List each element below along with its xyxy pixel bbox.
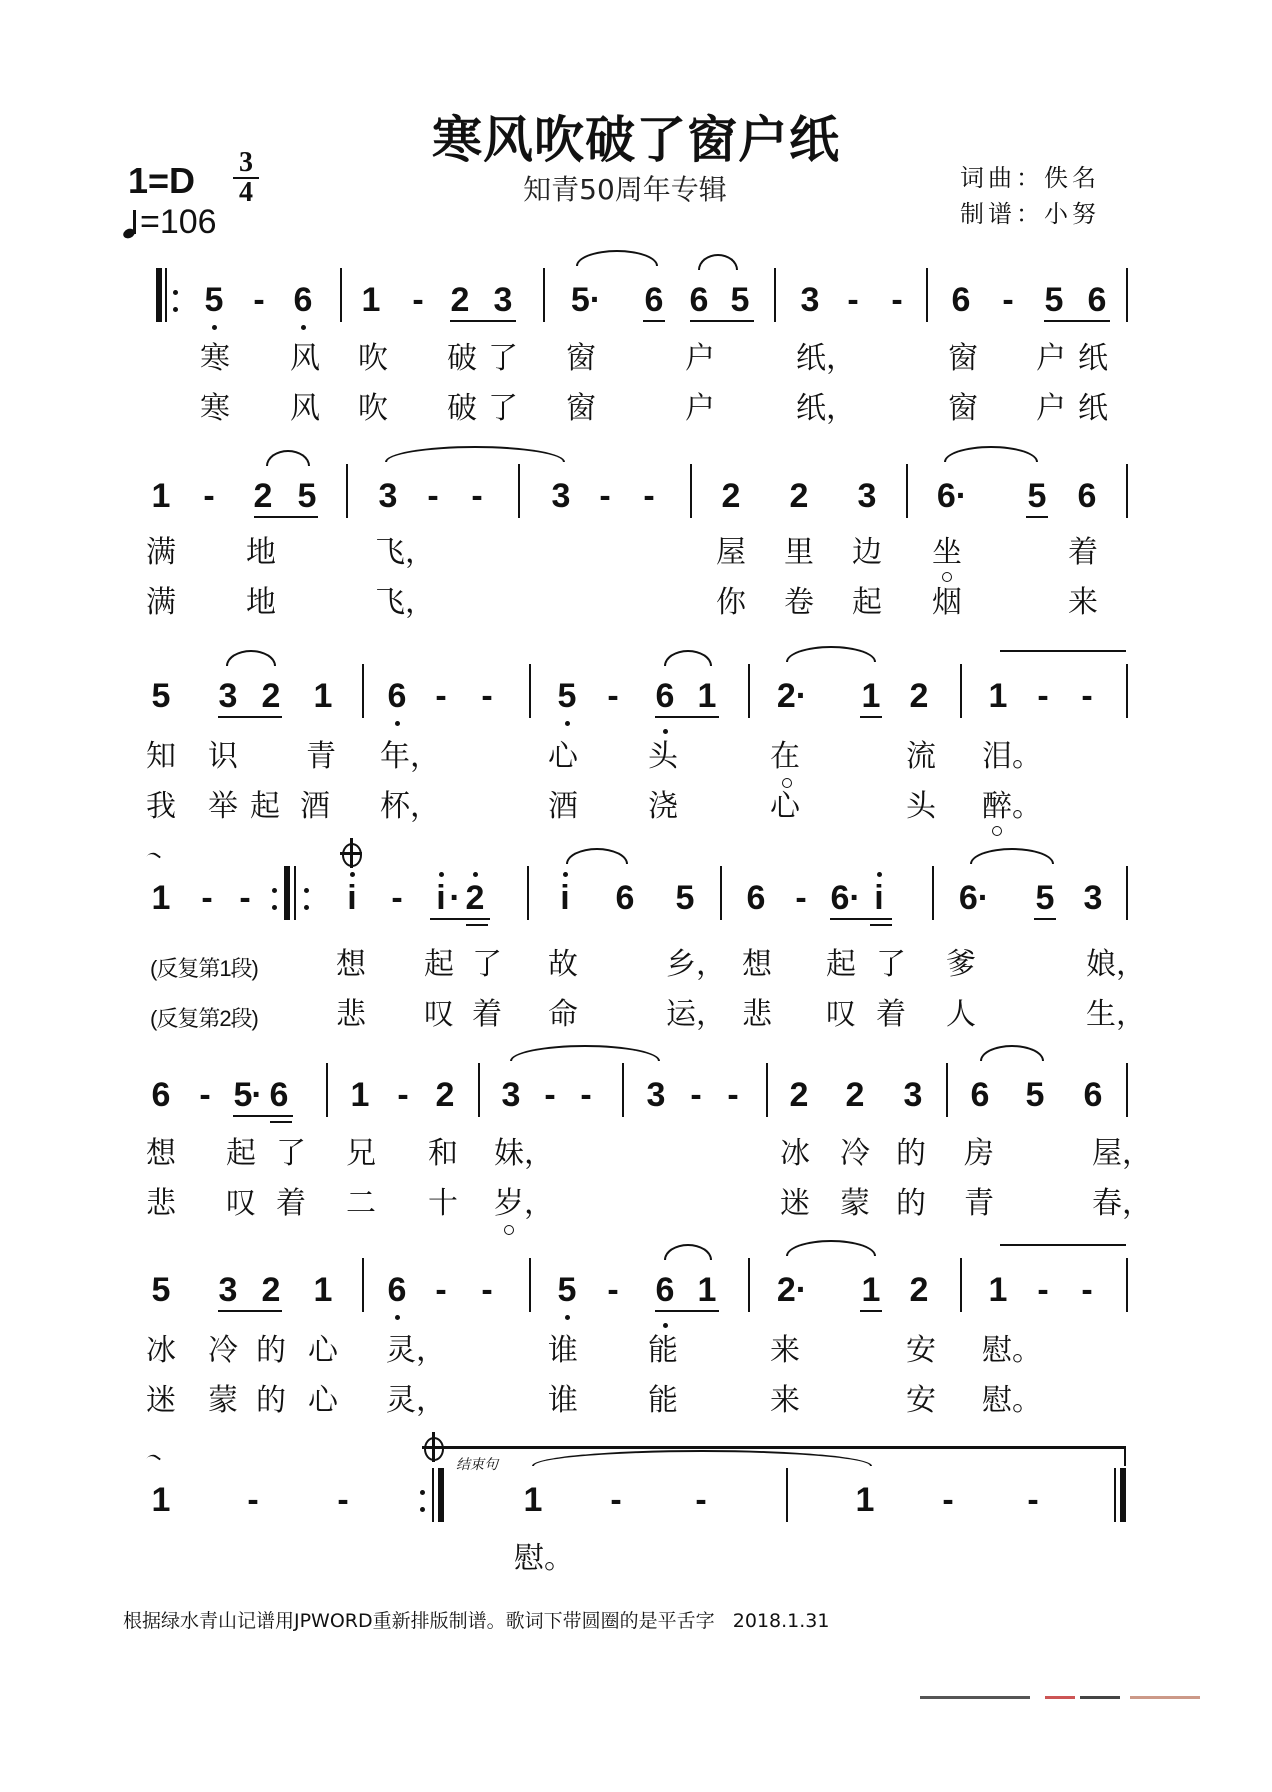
note: 5 (730, 281, 750, 319)
note: 3 (501, 1076, 521, 1114)
barline (748, 664, 750, 718)
note: 1 (313, 1271, 333, 1309)
tie (510, 1045, 660, 1061)
time-denominator: 4 (239, 177, 253, 208)
note: 3 (218, 677, 238, 715)
lyrics-ending: 慰。 (514, 1541, 574, 1576)
repeat-end-dots (420, 1490, 425, 1524)
dash: - (599, 477, 611, 515)
dash: - (337, 1481, 349, 1519)
ending-label: 结束句 (456, 1456, 498, 1472)
dash: - (610, 1481, 622, 1519)
note: 5 (557, 677, 577, 715)
note: 2· (776, 1271, 808, 1309)
dash: - (891, 281, 903, 319)
note: 2 (261, 1271, 281, 1309)
repeat-start-barline (156, 268, 162, 322)
barline (766, 1063, 768, 1117)
note: 3 (646, 1076, 666, 1114)
repeat-double-barline (284, 866, 290, 920)
credits (960, 160, 1100, 232)
barline (906, 464, 908, 518)
flat-tongue-marker (782, 778, 792, 788)
note: 2 (721, 477, 741, 515)
time-numerator: 3 (239, 147, 253, 178)
barline (946, 1063, 948, 1117)
note: 6 (655, 677, 675, 715)
high-octave-dot (350, 872, 355, 877)
quarter-note-icon (125, 210, 136, 236)
dash: - (1002, 281, 1014, 319)
slur (664, 1244, 712, 1260)
tempo-value: 106 (159, 203, 217, 241)
note: 2 (789, 1076, 809, 1114)
barline (346, 464, 348, 518)
note: 3 (1083, 879, 1103, 917)
barline (1126, 1063, 1128, 1117)
low-octave-dot (212, 325, 217, 330)
note: 6 (1087, 281, 1107, 319)
note: 3 (551, 477, 571, 515)
song-subtitle: 知青50周年专辑 (523, 173, 727, 206)
lyrics-verse-1: 知 识 青 年， 心 头 在 流 泪。 (146, 739, 1042, 774)
dash: - (481, 677, 493, 715)
tie-from-previous (143, 1452, 161, 1470)
note: 1 (151, 879, 171, 917)
tempo-equals: = (140, 203, 160, 241)
barline (690, 464, 692, 518)
dash: - (643, 477, 655, 515)
note: 2 (789, 477, 809, 515)
barline (362, 1258, 364, 1312)
barline (1126, 1258, 1128, 1312)
lyrics-verse-1: 寒 风 吹 破 了 窗 户 纸， 窗 户 纸 (200, 341, 1108, 376)
barline (720, 866, 722, 920)
key-signature: 1=D (128, 160, 196, 201)
watermark-cropped (920, 1690, 1220, 1704)
note: 1 (988, 1271, 1008, 1309)
tie-to-next (1000, 650, 1126, 652)
verse-label-1: (反复第1段) (150, 956, 258, 981)
tie-from-previous (143, 850, 161, 868)
barline (529, 664, 531, 718)
barline (960, 664, 962, 718)
barline (932, 866, 934, 920)
note: 6 (269, 1076, 289, 1114)
note: i (560, 879, 570, 917)
barline (622, 1063, 624, 1117)
note: 5 (1044, 281, 1064, 319)
barline (1126, 866, 1128, 920)
slur (970, 848, 1054, 864)
note: 1 (361, 281, 381, 319)
note: i (874, 879, 884, 917)
dash: - (427, 477, 439, 515)
slur (226, 650, 276, 666)
note: 1 (151, 1481, 171, 1519)
slur (664, 650, 712, 666)
note: 1 (523, 1481, 543, 1519)
dash: - (1081, 677, 1093, 715)
barline (529, 1258, 531, 1312)
note: 1 (988, 677, 1008, 715)
barline (543, 268, 545, 322)
dash: - (471, 477, 483, 515)
song-title: 寒风吹破了窗户纸 (432, 111, 840, 169)
slur (980, 1045, 1044, 1061)
barline (527, 866, 529, 920)
note: 6 (689, 281, 709, 319)
note: 1 (697, 1271, 717, 1309)
dash: - (580, 1076, 592, 1114)
dash: - (1037, 677, 1049, 715)
note: 3 (800, 281, 820, 319)
note: 6 (970, 1076, 990, 1114)
barline (1126, 464, 1128, 518)
slur (944, 446, 1038, 462)
dash: - (607, 677, 619, 715)
dash: - (435, 1271, 447, 1309)
note: 6 (951, 281, 971, 319)
repeat-end-dots (272, 888, 277, 922)
time-signature (233, 147, 259, 208)
barline (774, 268, 776, 322)
dash: - (690, 1076, 702, 1114)
dash: - (199, 1076, 211, 1114)
dash: - (795, 879, 807, 917)
lyrics-verse-1: 满 地 飞， 屋 里 边 坐 着 (146, 535, 1098, 570)
note: 5 (233, 1076, 253, 1114)
dash: - (942, 1481, 954, 1519)
note: 6 (1083, 1076, 1103, 1114)
note: 5 (151, 1271, 171, 1309)
lyrics-verse-1: 冰 冷 的 心 灵， 谁 能 来 安 慰。 (146, 1333, 1042, 1368)
note: 3 (903, 1076, 923, 1114)
slur (266, 450, 310, 466)
dash: - (544, 1076, 556, 1114)
dash: - (727, 1076, 739, 1114)
note: 6 (655, 1271, 675, 1309)
note: 2 (450, 281, 470, 319)
barline (1126, 664, 1128, 718)
note: 5· (570, 281, 602, 319)
note: 1 (313, 677, 333, 715)
tie (385, 446, 565, 462)
note: 2· (776, 677, 808, 715)
tempo-marking (125, 203, 217, 242)
note: 1 (350, 1076, 370, 1114)
note: 1 (855, 1481, 875, 1519)
barline (960, 1258, 962, 1312)
flat-tongue-marker (942, 572, 952, 582)
coda-sign-icon (340, 838, 362, 868)
note: 2 (845, 1076, 865, 1114)
credit-arranger: 制谱：小努 (960, 200, 1100, 228)
lyrics-verse-2: 迷 蒙 的 心 灵， 谁 能 来 安 慰。 (146, 1383, 1042, 1418)
dash: - (1027, 1481, 1039, 1519)
slur (786, 1240, 876, 1256)
note: 3 (857, 477, 877, 515)
dash: - (201, 879, 213, 917)
note: 1 (151, 477, 171, 515)
dash: - (253, 281, 265, 319)
note: 5 (557, 1271, 577, 1309)
note: i (347, 879, 357, 917)
note: 2 (253, 477, 273, 515)
note: 5 (1027, 477, 1047, 515)
note: 5 (204, 281, 224, 319)
note: 2 (909, 677, 929, 715)
dash: - (1037, 1271, 1049, 1309)
tie-to-next (1000, 1244, 1126, 1246)
dash: - (203, 477, 215, 515)
dash: - (391, 879, 403, 917)
dash: - (412, 281, 424, 319)
note: 5 (151, 677, 171, 715)
note: 5 (297, 477, 317, 515)
slur (566, 848, 628, 864)
flat-tongue-marker (992, 826, 1002, 836)
repeat-end-barline (438, 1468, 444, 1522)
footer-note: 根据绿水青山记谱用JPWORD重新排版制谱。歌词下带圆圈的是平舌字 2018.1.31 (123, 1610, 830, 1632)
slur (698, 254, 738, 270)
note: 6 (1077, 477, 1097, 515)
note: 3 (218, 1271, 238, 1309)
note: 1 (697, 677, 717, 715)
note: 6 (151, 1076, 171, 1114)
note: 6 (387, 1271, 407, 1309)
note: 5 (1025, 1076, 1045, 1114)
barline (1126, 268, 1128, 322)
barline (786, 1468, 788, 1522)
dash: - (481, 1271, 493, 1309)
dot: · (251, 1076, 263, 1114)
slur (786, 646, 876, 662)
lyrics-verse-2: 满 地 飞， 你 卷 起 烟 来 (146, 585, 1098, 620)
dash: - (397, 1076, 409, 1114)
note: 5 (675, 879, 695, 917)
tie (532, 1450, 872, 1466)
lyrics-verse-2: 悲 叹 着 命 运， 悲 叹 着 人 生， (336, 997, 1146, 1032)
note: 6 (615, 879, 635, 917)
barline (478, 1063, 480, 1117)
lyrics-verse-1: 想 起 了 兄 和 妹， 冰 冷 的 房 屋， (146, 1136, 1152, 1171)
note: 2 (465, 879, 485, 917)
dash: - (847, 281, 859, 319)
barline (926, 268, 928, 322)
note: 6· (958, 879, 990, 917)
dash: - (435, 677, 447, 715)
credit-lyrics-music: 词曲：佚名 (960, 164, 1100, 192)
lyrics-verse-2: 寒 风 吹 破 了 窗 户 纸， 窗 户 纸 (200, 391, 1108, 426)
lyrics-verse-2: 悲 叹 着 二 十 岁， 迷 蒙 的 青 春， (146, 1186, 1152, 1221)
lyrics-verse-1: 想 起 了 故 乡， 想 起 了 爹 娘， (336, 947, 1146, 982)
note: 6 (293, 281, 313, 319)
flat-tongue-marker (504, 1225, 514, 1235)
note: 2 (909, 1271, 929, 1309)
ending-bracket (440, 1446, 1126, 1449)
eighth-beam (450, 320, 516, 322)
verse-label-2: (反复第2段) (150, 1006, 258, 1031)
dash: - (239, 879, 251, 917)
note: 6 (746, 879, 766, 917)
footer-date: 2018.1.31 (732, 1610, 830, 1632)
note: 6· (936, 477, 968, 515)
barline (518, 464, 520, 518)
note: 1 (861, 677, 881, 715)
note: 6 (387, 677, 407, 715)
repeat-dots (173, 290, 178, 324)
barline (362, 664, 364, 718)
note: 6 (644, 281, 664, 319)
barline (340, 268, 342, 322)
barline (748, 1258, 750, 1312)
dot: · (449, 879, 461, 917)
note: 2 (435, 1076, 455, 1114)
dash: - (247, 1481, 259, 1519)
note: 6 (830, 879, 850, 917)
note: 2 (261, 677, 281, 715)
dash: - (1081, 1271, 1093, 1309)
repeat-start-dots (304, 888, 309, 922)
barline (326, 1063, 328, 1117)
note: 1 (861, 1271, 881, 1309)
final-barline (1120, 1468, 1126, 1522)
note: 3 (493, 281, 513, 319)
slur (576, 250, 658, 266)
dot: · (849, 879, 861, 917)
dash: - (695, 1481, 707, 1519)
note: 5 (1035, 879, 1055, 917)
lyrics-verse-2: 我 举 起 酒 杯， 酒 浇 心 头 醉。 (146, 789, 1042, 824)
note: 3 (378, 477, 398, 515)
dash: - (607, 1271, 619, 1309)
note: i (436, 879, 446, 917)
